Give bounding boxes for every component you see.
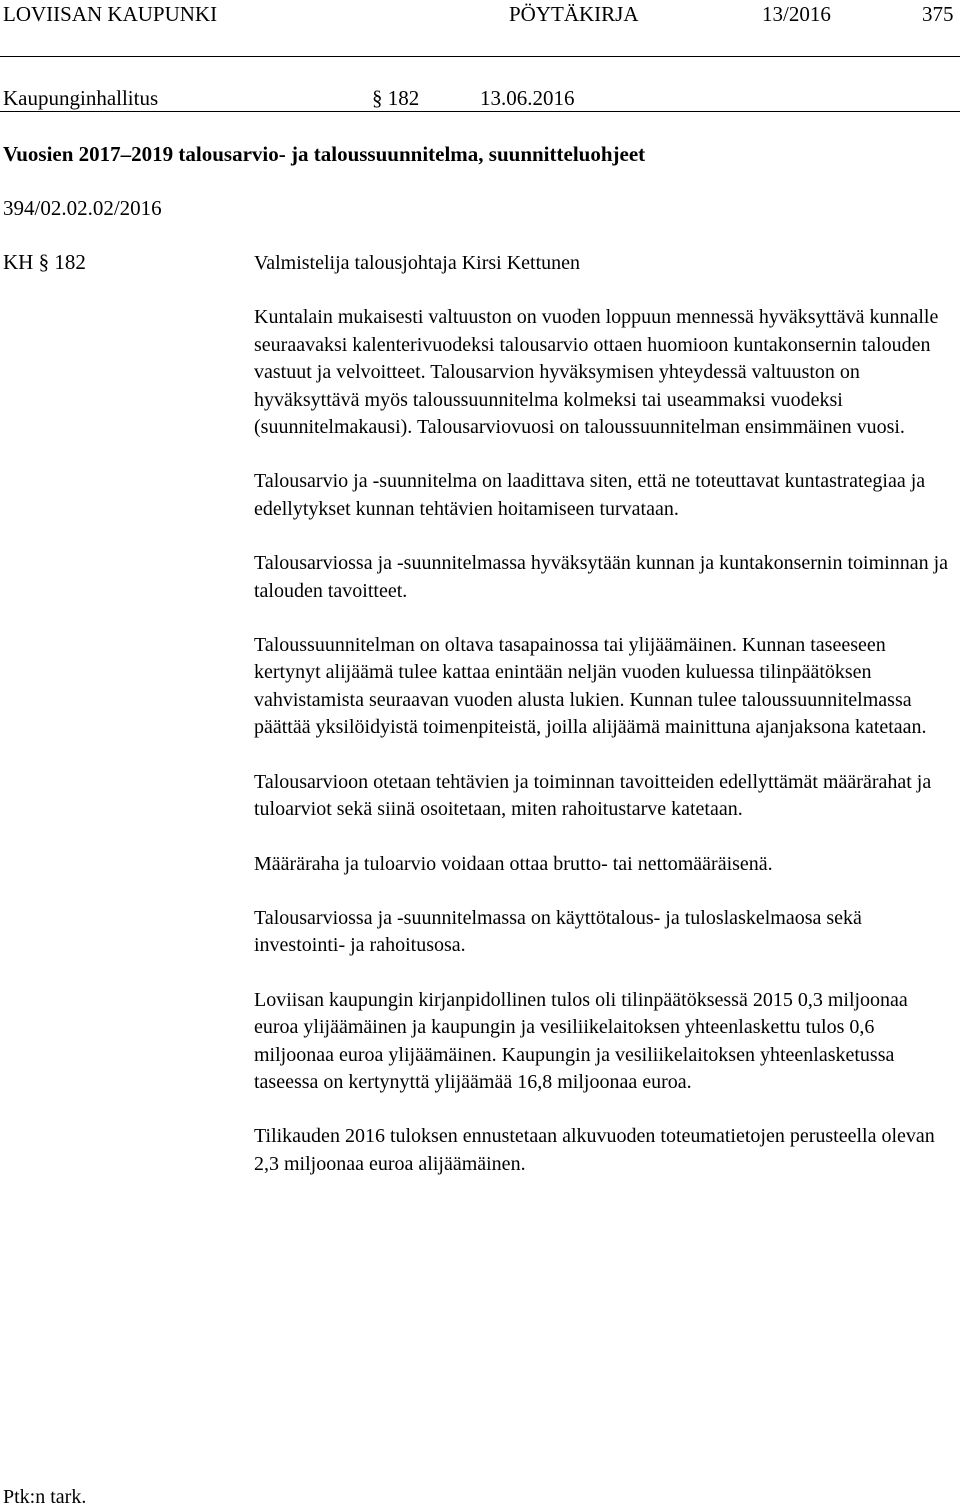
diary-number: 394/02.02.02/2016 — [3, 196, 162, 220]
paragraph: Talousarvio ja -suunnitelma on laadittava siten, että ne toteuttavat kuntastrategiaa ja edellytykset kunnan tehtävien hoitamiseen turvataan. — [254, 470, 926, 520]
page-title: Vuosien 2017–2019 talousarvio- ja taloussuunnitelma, suunnitteluohjeet — [3, 142, 646, 166]
paragraph: Taloussuunnitelman on oltava tasapainossa tai ylijäämäinen. Kunnan taseeseen kertynyt alijäämä tulee kattaa enintään neljän vuoden kuluessa tilinpäätöksen vahvistamista seuraavan vuoden alusta lukien. Kunnan tulee taloussuunnitelmassa päättää yksilöidyistä toimenpiteistä, joilla alijäämä mainittuna ajanjaksona katetaan. — [254, 634, 927, 739]
paragraph: Talousarviossa ja -suunnitelmassa on käyttötalous- ja tuloslaskelmaosa sekä investointi- ja rahoitusosa. — [254, 906, 862, 957]
paragraph: Määräraha ja tuloarvio voidaan ottaa brutto- tai nettomääräisenä. — [254, 852, 773, 875]
paragraph: Talousarviossa ja -suunnitelmassa hyväksytään kunnan ja kuntakonsernin toiminnan ja talouden tavoitteet. — [254, 552, 949, 602]
preparer: Valmistelija talousjohtaja Kirsi Kettunen — [254, 252, 581, 274]
section-number: § 182 — [372, 86, 420, 110]
page-number: 375 — [922, 2, 954, 26]
header-rule — [0, 56, 960, 57]
paragraph: Loviisan kaupungin kirjanpidollinen tulos oli tilinpäätöksessä 2015 0,3 miljoonaa euroa ylijäämäinen ja kaupungin ja vesiliikelaitoksen yhteenlaskettu tulos 0,6 miljoonaa euroa ylijäämäinen. Kaupungin ja vesiliikelaitoksen yhteenlasketussa taseessa on kertynyttä ylijäämää 16,8 miljoonaa euroa. — [254, 988, 908, 1093]
paragraph: Kuntalain mukaisesti valtuuston on vuoden loppuun mennessä hyväksyttävä kunnalle seuraavaksi kalenterivuodeksi talousarvio ottaen huomioon kuntakonsernin talouden vastuut ja velvoitteet. Talousarvion hyväksymisen yhteydessä valtuuston on hyväksyttävä myös taloussuunnitelma kolmeksi tai useammaksi vuodeksi (suunnitelmakausi). Talousarviovuosi on taloussuunnitelman ensimmäinen vuosi. — [254, 306, 939, 439]
meeting-date: 13.06.2016 — [480, 86, 575, 110]
meeting-body: Kaupunginhallitus — [3, 86, 159, 110]
item-id: KH § 182 — [3, 250, 86, 274]
document-type: PÖYTÄKIRJA — [509, 2, 639, 26]
issue-number: 13/2016 — [762, 2, 831, 26]
organization-name: LOVIISAN KAUPUNKI — [3, 2, 218, 26]
document-body — [254, 250, 954, 1178]
paragraph: Tilikauden 2016 tuloksen ennustetaan alkuvuoden toteumatietojen perusteella olevan 2,3 miljoonaa euroa alijäämäinen. — [254, 1125, 935, 1175]
footer-check: Ptk:n tark. — [3, 1486, 87, 1508]
paragraph: Talousarvioon otetaan tehtävien ja toiminnan tavoitteiden edellyttämät määrärahat ja tuloarviot sekä siinä osoitetaan, miten rahoitustarve katetaan. — [254, 770, 932, 821]
meeting-rule — [0, 111, 960, 112]
